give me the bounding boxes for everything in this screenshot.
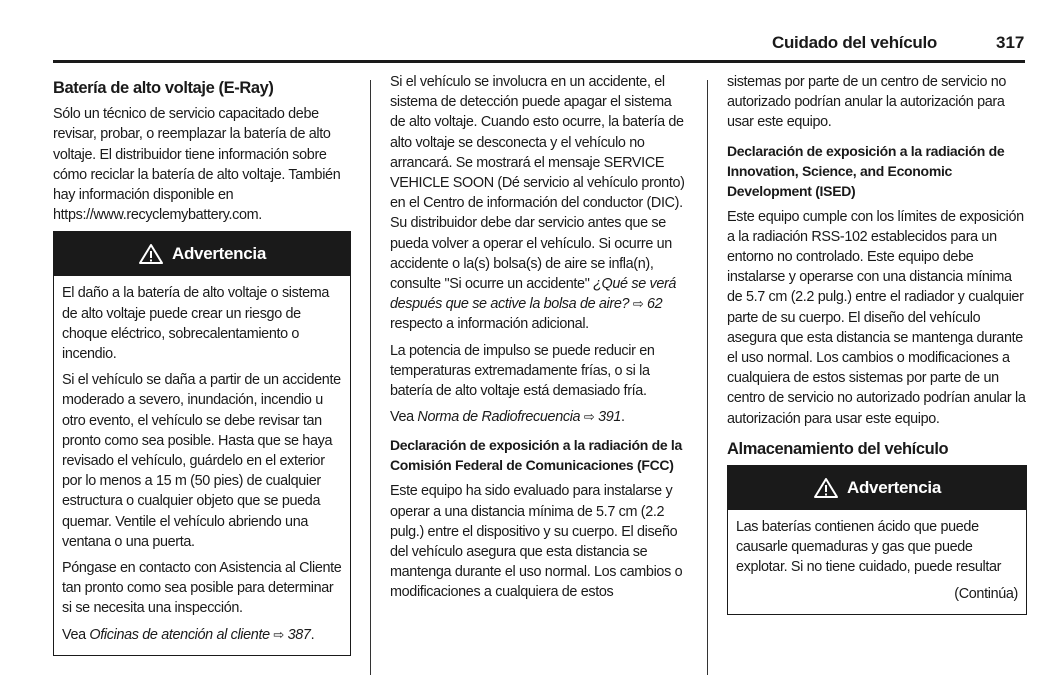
section-heading: Almacenamiento del vehículo (727, 439, 949, 458)
arrow-reference-icon: ⇨ (583, 409, 595, 425)
warning-body (728, 510, 1026, 614)
warning-title: Advertencia (171, 244, 267, 264)
paragraph: Este equipo ha sido evaluado para instalarse y operar a una distancia mínima de 5.7 cm (2.2 pulg.) entre el dispositivo y su cuerpo. El diseño del vehículo asegura que esta distancia se mantenga durante el uso normal. Los cambios o modificaciones a cualquiera de estos (390, 483, 683, 601)
arrow-reference-icon: ⇨ (273, 626, 284, 642)
reference-link[interactable]: Oficinas de atención al cliente (89, 626, 270, 643)
text: Si el vehículo se involucra en un accidente, el sistema de detección puede apagar el sistema de alto voltaje. Cuando esto ocurre, la batería de alto voltaje se desconecta y el vehículo no arrancará. Se mostrará el mensaje SERVICE VEHICLE SOON (Dé servicio al vehículo pronto) en el Centro de información del conductor (DIC). Su distribuidor debe dar servicio antes que se pueda volver a operar el vehículo. Si ocurre un accidente o la(s) bolsa(s) de aire se infla(n), consulte "Si ocurre un accidente" (390, 74, 685, 293)
column-1 (53, 72, 351, 656)
paragraph: Sólo un técnico de servicio capacitado debe revisar, probar, o reemplazar la batería de alto voltaje. El distribuidor tiene información sobre cómo reciclar la batería de alto voltaje. También hay información disponible en https://www.recyclemybattery.com. (53, 106, 341, 224)
subsection-heading: Declaración de exposición a la radiación de la Comisión Federal de Comunicaciones (FCC) (390, 437, 682, 474)
warning-paragraph: Si el vehículo se daña a partir de un accidente moderado a severo, inundación, incendio u otro evento, el vehículo se debe revisar tan pronto como sea posible. Hasta que se haya revisado el vehículo, guárdelo en el exterior por lo menos a 15 m (50 pies) de cualquier estructura o cualquier objeto que se pueda quemar. Ventile el vehículo abriendo una ventana o una puerta. (62, 372, 341, 550)
text: respecto a información adicional. (390, 316, 589, 333)
warning-body (54, 276, 350, 654)
warning-box (53, 231, 351, 655)
warning-header (728, 466, 1026, 510)
paragraph: Este equipo cumple con los límites de exposición a la radiación RSS-102 establecidos para un entorno no controlado. Este equipo debe instalarse y operarse con una distancia mínima de 5.7 cm (2.2 pulg.) entre el radiador y cualquier parte de su cuerpo. El diseño del vehículo asegura que esta distancia se mantenga durante el uso normal. Los cambios o modificaciones a cualquiera de estos sistemas por parte de un centro de servicio no autorizado podrían anular la autorización para usar este equipo. (727, 208, 1026, 427)
section-title: Cuidado del vehículo (772, 33, 937, 52)
text: . (621, 409, 625, 426)
text: Vea (62, 626, 90, 643)
header-rule (53, 60, 1025, 63)
warning-box (727, 465, 1027, 615)
column-3 (727, 72, 1027, 615)
column-divider (707, 80, 708, 675)
warning-title: Advertencia (846, 477, 942, 497)
subsection-heading: Declaración de exposición a la radiación de Innovation, Science, and Economic Development (ISED) (727, 142, 1005, 199)
arrow-reference-icon: ⇨ (632, 296, 644, 312)
reference-link[interactable]: ¿Qué se verá después que se active la bolsa de aire? (390, 276, 677, 313)
text: . (310, 626, 315, 643)
reference-page[interactable]: 62 (647, 296, 663, 313)
warning-paragraph: Las baterías contienen ácido que puede causarle quemaduras y gas que puede explotar. Si no tiene cuidado, puede resultar (736, 519, 1002, 576)
warning-triangle-icon (138, 243, 164, 265)
paragraph: La potencia de impulso se puede reducir en temperaturas extremadamente frías, o si la batería de alto voltaje está demasiado fría. (390, 342, 655, 400)
paragraph: sistemas por parte de un centro de servicio no autorizado podrían anular la autorización para usar este equipo. (727, 74, 1007, 131)
warning-paragraph: Póngase en contacto con Asistencia al Cliente tan pronto como sea posible para determinar si se necesita una inspección. (62, 560, 342, 617)
text: Vea (390, 409, 418, 426)
reference-link[interactable]: Norma de Radiofrecuencia (417, 409, 581, 426)
paragraph (390, 72, 690, 335)
warning-header (54, 232, 350, 276)
warning-paragraph: El daño a la batería de alto voltaje o sistema de alto voltaje puede crear un riesgo de choque eléctrico, sobrecalentamiento o incendio. (62, 285, 330, 363)
page-header (0, 0, 1054, 64)
warning-triangle-icon (813, 477, 839, 499)
reference-page[interactable]: 391 (598, 409, 622, 426)
continued-label: (Continúa) (954, 585, 1018, 602)
paragraph (390, 407, 690, 427)
column-2 (390, 72, 690, 609)
reference-page[interactable]: 387 (287, 626, 311, 643)
section-heading: Batería de alto voltaje (E-Ray) (53, 79, 274, 97)
warning-paragraph (62, 625, 342, 645)
page-number: 317 (996, 33, 1025, 52)
column-divider (370, 80, 371, 675)
